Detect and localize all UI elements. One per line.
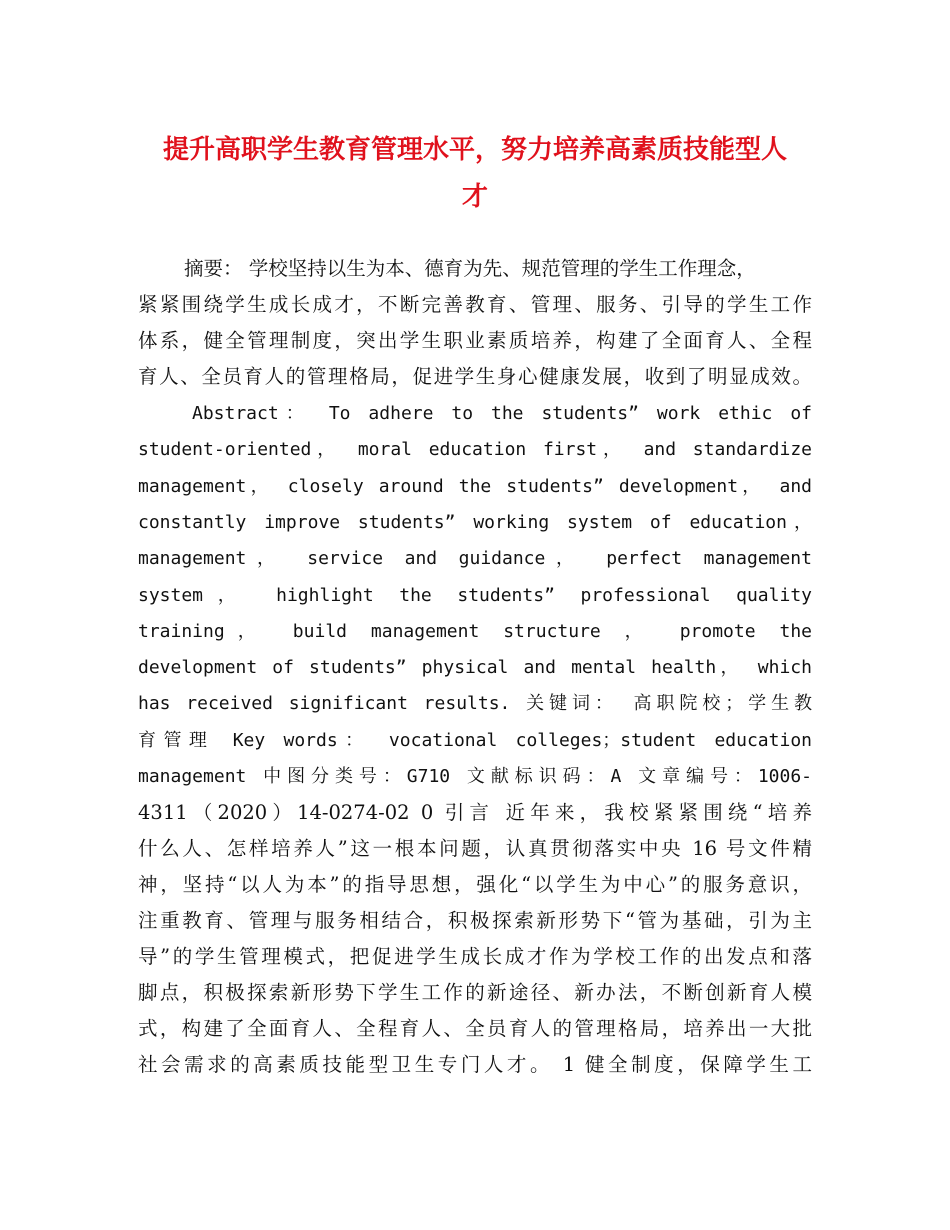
classification-line-1: management 中图分类号：G710 文献标识码：A 文章编号：1006- (138, 766, 812, 787)
abstract-cn-line-4: 育人、全员育人的管理格局，促进学生身心健康发展，收到了明显成效。 (138, 365, 812, 388)
intro-line-7: 社会需求的高素质技能型卫生专门人才。 1 健全制度，保障学生工 (138, 1053, 812, 1076)
abstract-en-line-3: management， closely around the students” development， and (138, 476, 812, 497)
abstract-en-line-8: development of students” physical and mental health， which (138, 657, 812, 678)
abstract-en-line-6: system， highlight the students” professional quality (138, 585, 812, 606)
document-title-line-1: 提升高职学生教育管理水平，努力培养高素质技能型人 (162, 135, 787, 165)
abstract-cn-line-2: 紧紧围绕学生成长成才，不断完善教育、管理、服务、引导的学生工作 (138, 293, 812, 316)
intro-line-4: 导”的学生管理模式，把促进学生成长成才作为学校工作的出发点和落 (138, 945, 812, 968)
keywords-line-2: 育管理 Key words： vocational colleges；student education (138, 730, 812, 751)
abstract-cn-line-1: 摘要： 学校坚持以生为本、德育为先、规范管理的学生工作理念， (184, 257, 756, 280)
intro-line-1: 什么人、怎样培养人”这一根本问题，认真贯彻落实中央 16 号文件精 (138, 837, 812, 860)
keywords-line-1: has received significant results. 关键词： 高职院校；学生教 (138, 693, 812, 714)
intro-line-2: 神，坚持“以人为本”的指导思想，强化“以学生为中心”的服务意识， (138, 873, 812, 896)
intro-line-5: 脚点，积极探索新形势下学生工作的新途径、新办法，不断创新育人模 (138, 981, 812, 1004)
classification-line-2: 4311（2020）14-0274-02 0 引言 近年来，我校紧紧围绕“培养 (138, 801, 812, 824)
abstract-en-line-7: training， build management structure ， promote the (138, 621, 812, 642)
document-title-line-2: 才 (461, 182, 488, 212)
intro-line-3: 注重教育、管理与服务相结合，积极探索新形势下“管为基础，引为主 (138, 909, 812, 932)
abstract-cn-line-3: 体系，健全管理制度，突出学生职业素质培养，构建了全面育人、全程 (138, 329, 812, 352)
intro-line-6: 式，构建了全面育人、全程育人、全员育人的管理格局，培养出一大批 (138, 1017, 812, 1040)
abstract-en-line-4: constantly improve students” working system of education， (138, 512, 812, 533)
abstract-en-line-5: management， service and guidance， perfect management (138, 548, 812, 569)
abstract-en-line-1: Abstract： To adhere to the students” work ethic of (192, 403, 812, 424)
abstract-en-line-2: student-oriented， moral education first， and standardize (138, 439, 812, 460)
